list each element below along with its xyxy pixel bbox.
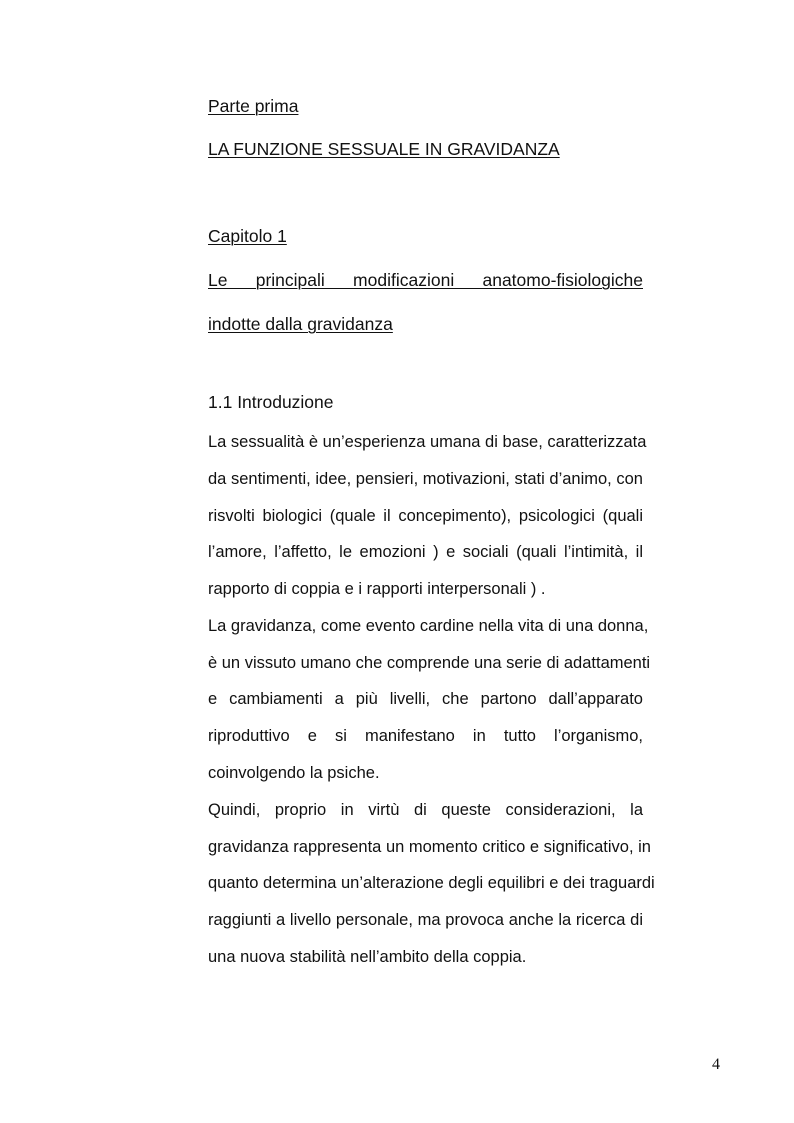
part-title: Parte prima (208, 96, 299, 116)
body-line: rapporto di coppia e i rapporti interpersonali ) . (208, 580, 546, 598)
body-line: è un vissuto umano che comprende una serie di adattamenti (208, 654, 651, 672)
part-subtitle: LA FUNZIONE SESSUALE IN GRAVIDANZA (208, 139, 560, 159)
chapter-title-line: indotte dalla gravidanza (208, 314, 393, 334)
body-line: La sessualità è un’esperienza umana di base, caratterizzata (208, 433, 647, 451)
chapter-number: Capitolo 1 (208, 226, 287, 246)
body-line: da sentimenti, idee, pensieri, motivazioni, stati d’animo, con (208, 470, 643, 488)
body-line: Quindi, proprio in virtù di queste considerazioni, la (208, 801, 643, 819)
body-line: gravidanza rappresenta un momento critico e significativo, in (208, 838, 651, 856)
body-line: una nuova stabilità nell’ambito della coppia. (208, 948, 527, 966)
body-line: risvolti biologici (quale il concepimento), psicologici (quali (208, 507, 643, 525)
page-number: 4 (712, 1056, 720, 1073)
body-line: l’amore, l’affetto, le emozioni ) e sociali (quali l’intimità, il (208, 543, 643, 561)
body-line: e cambiamenti a più livelli, che partono dall’apparato (208, 690, 643, 708)
section-heading: 1.1 Introduzione (208, 392, 334, 412)
body-line: quanto determina un’alterazione degli equilibri e dei traguardi (208, 874, 655, 892)
body-line: La gravidanza, come evento cardine nella vita di una donna, (208, 617, 649, 635)
chapter-title-line: Le principali modificazioni anatomo-fisiologiche (208, 270, 643, 290)
body-line: coinvolgendo la psiche. (208, 764, 380, 782)
body-line: raggiunti a livello personale, ma provoca anche la ricerca di (208, 911, 643, 929)
body-line: riproduttivo e si manifestano in tutto l’organismo, (208, 727, 643, 745)
